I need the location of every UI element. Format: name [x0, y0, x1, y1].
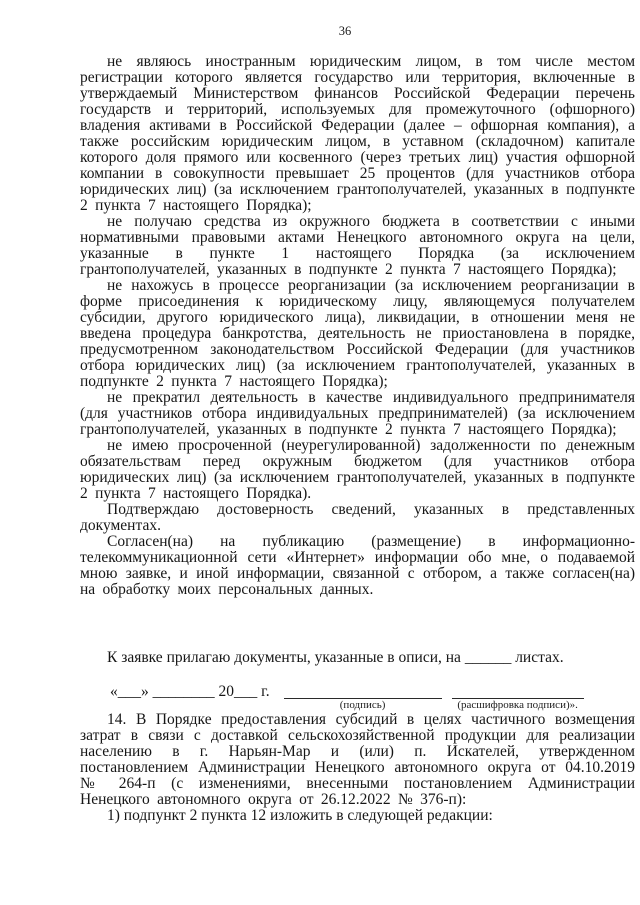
- declaration-paragraph: не имею просроченной (неурегулированной) задолженности по денежным обязательствам перед окружным бюджетом (для участников отбора юридических лиц) (за исключением грантополучателей, указанных в подпункте 2 пункта 7 настоящего Порядка).: [80, 437, 635, 502]
- confirmation-paragraph: Подтверждаю достоверность сведений, указанных в представленных документах.: [80, 501, 635, 534]
- signature-date-line: «___» ________ 20___ г.: [110, 683, 270, 700]
- transcript-blank-line: [452, 684, 584, 699]
- declaration-paragraph: не нахожусь в процессе реорганизации (за исключением реорганизации в форме присоединения к юридическому лицу, являющемуся получателем субсидии, другого юридического лица), ликвидации, в отношении меня не введена процедура банкротства, деятельность не приостановлена в порядке, предусмотренном законодательством Российской Федерации (для участников отбора юридических лиц) (за исключением грантополучателей, указанных в подпункте 2 пункта 7 настоящего Порядка);: [80, 277, 635, 390]
- declaration-paragraph: не являюсь иностранным юридическим лицом, в том числе местом регистрации которого является государство или территория, включенные в утверждаемый Министерством финансов Российской Федерации перечень государств и территорий, используемых для промежуточного (офшорного) владения активами в Российской Федерации (далее – офшорная компания), а также российским юридическим лицом, в уставном (складочном) капитале которого доля прямого или косвенного (через третьих лиц) участия офшорной компании в совокупности превышает 25 процентов (для участников отбора юридических лиц) (за исключением грантополучателей, указанных в подпункте 2 пункта 7 настоящего Порядка);: [80, 53, 635, 214]
- signature-blank-line: [284, 684, 442, 699]
- document-content: [80, 54, 635, 824]
- amendment-intro-paragraph: 14. В Порядке предоставления субсидий в целях частичного возмещения затрат в связи с доставкой сельскохозяйственной продукции для реализации населению в г. Нарьян-Мар и (или) п. Искателей, утвержденном постановлением Администрации Ненецкого автономного округа от 04.10.2019 № 264-п (с изменениями, внесенными постановлением Администрации Ненецкого автономного округа от 26.12.2022 № 376-п):: [80, 711, 635, 808]
- declaration-paragraph: не получаю средства из окружного бюджета в соответствии с иными нормативными правовыми актами Ненецкого автономного округа на цели, указанные в пункте 1 настоящего Порядка (за исключением грантополучателей, указанных в подпункте 2 пункта 7 настоящего Порядка);: [80, 213, 635, 278]
- transcript-caption: (расшифровка подписи)».: [457, 699, 578, 711]
- signature-field: [284, 684, 442, 711]
- consent-paragraph: Согласен(на) на публикацию (размещение) в информационно-телекоммуникационной сети «Интернет» информации обо мне, о подаваемой мною заявке, и иной информации, связанной с отбором, а также согласен(на) на обработку моих персональных данных.: [80, 533, 635, 598]
- attachment-line: К заявке прилагаю документы, указанные в описи, на ______ листах.: [107, 649, 564, 666]
- page-number: 36: [338, 24, 352, 38]
- signature-caption: (подпись): [339, 699, 386, 711]
- declaration-paragraph: не прекратил деятельность в качестве индивидуального предпринимателя (для участников отбора индивидуальных предпринимателей) (за исключением грантополучателей, указанных в подпункте 2 пункта 7 настоящего Порядка);: [80, 389, 635, 438]
- amendment-item-line: 1) подпункт 2 пункта 12 изложить в следующей редакции:: [107, 807, 493, 824]
- signature-row: [80, 684, 635, 711]
- signature-transcript-field: [452, 684, 584, 711]
